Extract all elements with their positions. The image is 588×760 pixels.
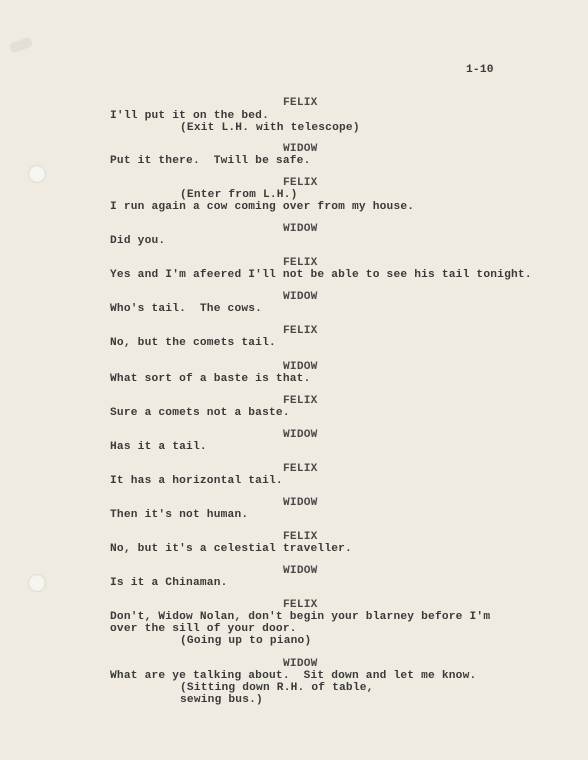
speaker-name: WIDOW (283, 565, 318, 577)
speaker-name: FELIX (283, 395, 318, 407)
speaker-name: WIDOW (283, 143, 318, 155)
page-smudge (9, 37, 33, 54)
dialogue-line: Who's tail. The cows. (110, 303, 263, 315)
speaker-name: FELIX (283, 177, 318, 189)
dialogue-line: I run again a cow coming over from my house. (110, 201, 415, 213)
dialogue-line: Don't, Widow Nolan, don't begin your blarney before I'm (110, 611, 491, 623)
dialogue-line: No, but it's a celestial traveller. (110, 543, 352, 555)
punch-hole-top (28, 165, 46, 183)
dialogue-line: It has a horizontal tail. (110, 475, 283, 487)
stage-direction: (Sitting down R.H. of table, (180, 682, 374, 694)
speaker-name: FELIX (283, 97, 318, 109)
dialogue-line: Is it a Chinaman. (110, 577, 228, 589)
punch-hole-bottom (28, 574, 46, 592)
speaker-name: WIDOW (283, 429, 318, 441)
page-number: 1-10 (466, 64, 494, 76)
stage-direction: (Enter from L.H.) (180, 189, 298, 201)
dialogue-line: Did you. (110, 235, 166, 247)
speaker-name: FELIX (283, 463, 318, 475)
speaker-name: FELIX (283, 599, 318, 611)
stage-direction: sewing bus.) (180, 694, 263, 706)
speaker-name: FELIX (283, 257, 318, 269)
dialogue-line: Has it a tail. (110, 441, 207, 453)
dialogue-line: over the sill of your door. (110, 623, 297, 635)
speaker-name: WIDOW (283, 658, 318, 670)
stage-direction: (Going up to piano) (180, 635, 312, 647)
speaker-name: WIDOW (283, 361, 318, 373)
dialogue-line: Put it there. Twill be safe. (110, 155, 311, 167)
dialogue-line: No, but the comets tail. (110, 337, 276, 349)
dialogue-line: Sure a comets not a baste. (110, 407, 290, 419)
speaker-name: FELIX (283, 531, 318, 543)
dialogue-line: What sort of a baste is that. (110, 373, 311, 385)
dialogue-line: I'll put it on the bed. (110, 110, 270, 122)
speaker-name: WIDOW (283, 497, 318, 509)
dialogue-line: What are ye talking about. Sit down and let me know. (110, 670, 477, 682)
speaker-name: WIDOW (283, 223, 318, 235)
dialogue-line: Yes and I'm afeered I'll not be able to see his tail tonight. (110, 269, 532, 281)
dialogue-line: Then it's not human. (110, 509, 249, 521)
speaker-name: FELIX (283, 325, 318, 337)
speaker-name: WIDOW (283, 291, 318, 303)
stage-direction: (Exit L.H. with telescope) (180, 122, 360, 134)
